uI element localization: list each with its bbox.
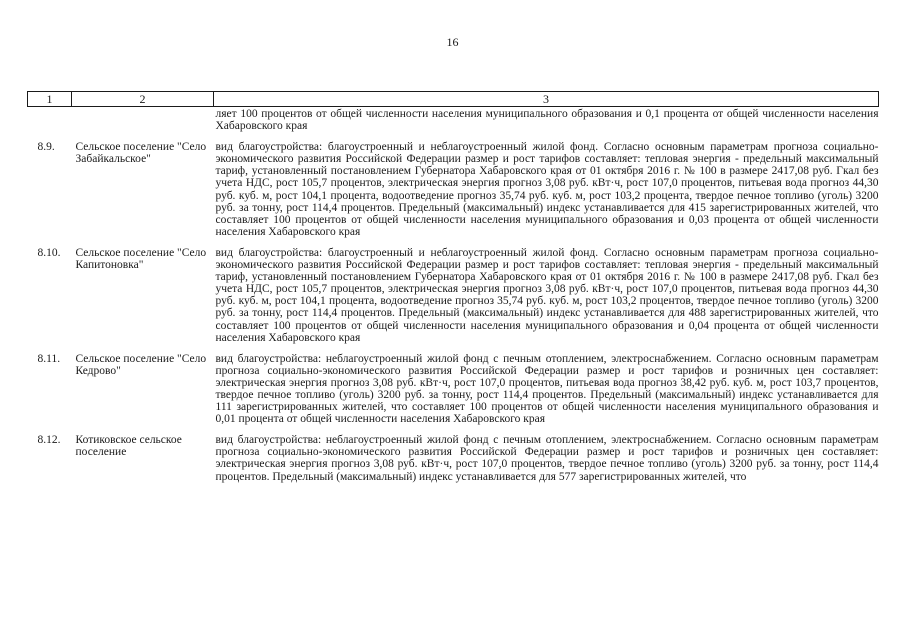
settlement-name: Сельское поселение "Село Кедрово" bbox=[75, 352, 207, 377]
table-row-continuation bbox=[28, 107, 879, 133]
header-col-3: 3 bbox=[214, 92, 879, 107]
table-row bbox=[28, 238, 879, 344]
row-number-cell bbox=[28, 107, 72, 133]
tariff-table bbox=[27, 91, 879, 483]
table-header bbox=[28, 92, 879, 107]
row-name-cell bbox=[72, 107, 214, 133]
settlement-name: Сельское поселение "Село Забайкальское" bbox=[75, 141, 207, 166]
continuation-text: ляет 100 процентов от общей численности населения муниципального образования и 0,1 процента от общей численности населения Хабаровского края bbox=[215, 108, 879, 133]
page-number: 16 bbox=[446, 35, 459, 49]
table-body bbox=[28, 107, 879, 483]
table-row bbox=[28, 344, 879, 426]
table-row bbox=[28, 132, 879, 238]
row-number: 8.10. bbox=[37, 246, 61, 259]
table-row bbox=[28, 425, 879, 482]
settlement-name: Котиковское сельское поселение bbox=[75, 434, 182, 459]
header-col-2: 2 bbox=[72, 92, 214, 107]
row-description: вид благоустройства: неблагоустроенный жилой фонд с печным отоплением, электроснабжением. Согласно основным параметрам прогноза социально-экономического развития Российской Федерации размер и рост тарифов и розничных цен составляет: электрическая энергия прогноз 3,08 руб. кВт·ч, рост 107,0 процентов, питьевая вода прогноз 38,42 руб. куб. м, рост 103,7 процентов, твердое печное топливо (уголь) 3200 руб. за тонну, рост 114,4 процентов. Предельный (максимальный) индекс устанавливается для 111 зарегистрированных жителей, что составляет 100 процентов от общей численности населения муниципального образования и 0,01 процента от общей численности населения Хабаровского края bbox=[215, 352, 879, 426]
row-number: 8.9. bbox=[37, 141, 55, 154]
row-description: вид благоустройства: благоустроенный и неблагоустроенный жилой фонд. Согласно основным параметрам прогноза социально-экономического развития Российской Федерации размер и рост тарифов составляет: тепловая энергия - предельный максимальный тариф, установленный постановлением Губернатора Хабаровского края от 01 октября 2016 г. № 100 в размере 2417,08 руб. Гкал без учета НДС, рост 105,7 процентов, электрическая энергия прогноз 3,08 руб. кВт·ч, рост 107,0 процентов, питьевая вода прогноз 44,30 руб. куб. м, рост 104,1 процента, водоотведение прогноз 35,74 руб. куб. м, рост 103,2 процента, твердое печное топливо (уголь) 3200 руб. за тонну, рост 114,4 процентов. Предельный (максимальный) индекс устанавливается для 415 зарегистрированных жителей, что составляет 100 процентов от общей численности населения муниципального образования и 0,03 процента от общей численности населения Хабаровского края bbox=[215, 141, 879, 238]
settlement-name: Сельское поселение "Село Капитоновка" bbox=[75, 246, 207, 272]
header-col-1: 1 bbox=[28, 92, 72, 107]
row-number: 8.11. bbox=[37, 352, 61, 365]
row-number: 8.12. bbox=[37, 434, 61, 447]
row-description: вид благоустройства: неблагоустроенный жилой фонд с печным отоплением, электроснабжением. Согласно основным параметрам прогноза социально-экономического развития Российской Федерации размер и рост тарифов и розничных цен составляет: электрическая энергия прогноз 3,08 руб. кВт·ч, рост 107,0 процентов, твердое печное топливо (уголь) 3200 руб. за тонну, рост 114,4 процентов. Предельный (максимальный) индекс устанавливается для 577 зарегистрированных жителей, что bbox=[215, 434, 879, 483]
row-description: вид благоустройства: благоустроенный и неблагоустроенный жилой фонд. Согласно основным параметрам прогноза социально-экономического развития Российской Федерации размер и рост тарифов составляет: тепловая энергия - предельный максимальный тариф, установленный постановлением Губернатора Хабаровского края от 01 октября 2016 г. № 100 в размере 2417,08 руб. Гкал без учета НДС, рост 105,7 процентов, электрическая энергия прогноз 3,08 руб. кВт·ч, рост 107,0 процентов, питьевая вода прогноз 44,30 руб. куб. м, рост 104,1 процента, водоотведение прогноз 35,74 руб. куб. м, рост 103,2 процентов, твердое печное топливо (уголь) 3200 руб. за тонну, рост 114,4 процентов. Предельный (максимальный) индекс устанавливается для 488 зарегистрированных жителей, что составляет 100 процентов от общей численности населения муниципального образования и 0,04 процента от общей численности населения Хабаровского края bbox=[215, 246, 879, 344]
